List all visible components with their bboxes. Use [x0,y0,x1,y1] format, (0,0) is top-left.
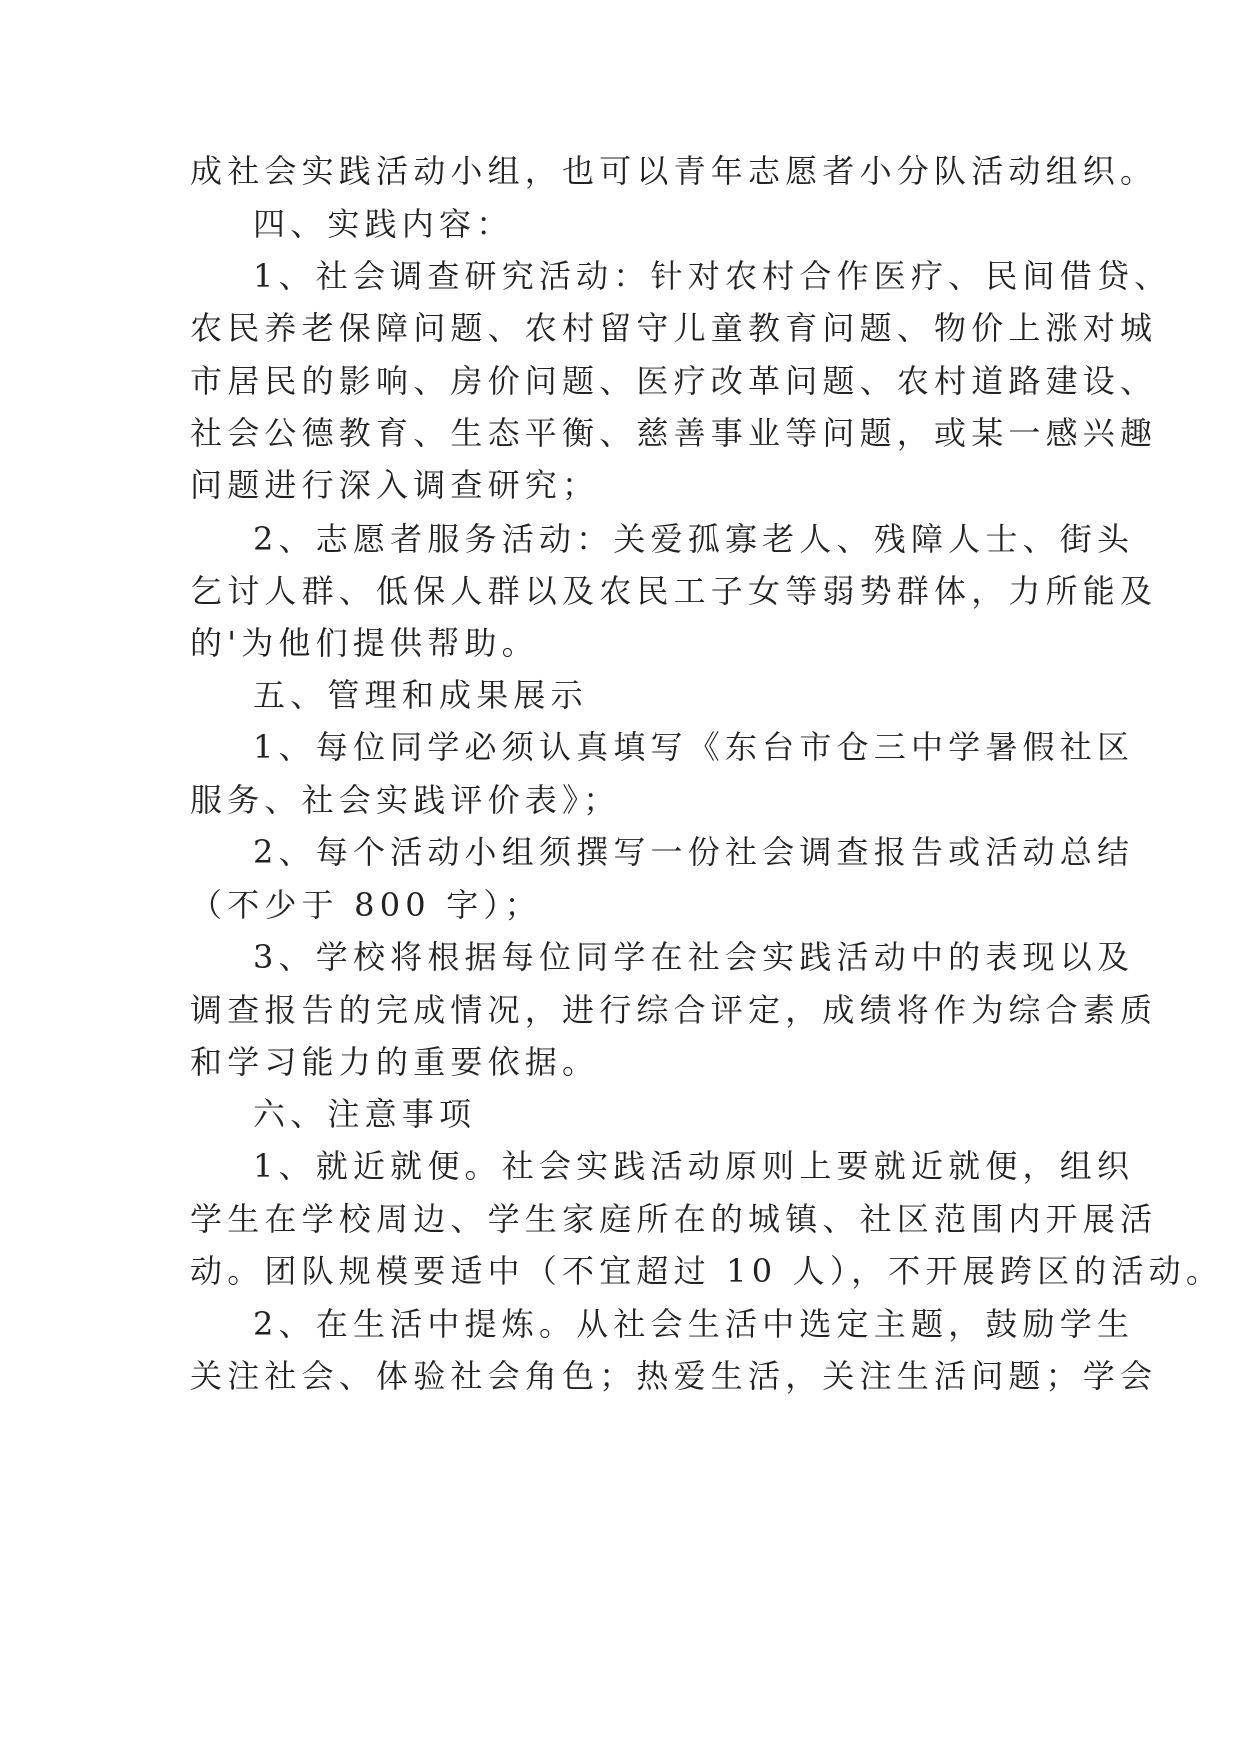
text-line: 的'为他们提供帮助。 [190,624,539,662]
text-line: 2、志愿者服务活动：关爱孤寡老人、残障人士、街头 [253,520,1135,558]
text-line: 3、学校将根据每位同学在社会实践活动中的表现以及 [253,938,1135,976]
text-line: 成社会实践活动小组，也可以青年志愿者小分队活动组织。 [190,152,1158,190]
text-line: 调查报告的完成情况，进行综合评定，成绩将作为综合素质 [190,991,1158,1029]
text-line: 问题进行深入调查研究； [190,466,600,504]
text-line: 2、每个活动小组须撰写一份社会调查报告或活动总结 [253,833,1135,871]
text-line: 2、在生活中提炼。从社会生活中选定主题，鼓励学生 [253,1305,1135,1343]
text-line: 1、就近就便。社会实践活动原则上要就近就便，组织 [253,1147,1135,1185]
section-heading: 六、注意事项 [253,1095,477,1133]
text-line: 1、每位同学必须认真填写《东台市仓三中学暑假社区 [253,728,1135,766]
text-line: 和学习能力的重要依据。 [190,1043,600,1081]
text-line: 学生在学校周边、学生家庭所在的城镇、社区范围内开展活 [190,1200,1158,1238]
text-line: 服务、社会实践评价表》； [190,781,621,819]
text-line: 乞讨人群、低保人群以及农民工子女等弱势群体，力所能及 [190,572,1158,610]
text-line: 动。团队规模要适中（不宜超过 10 人），不开展跨区的活动。 [190,1252,1224,1290]
text-line: 市居民的影响、房价问题、医疗改革问题、农村道路建设、 [190,362,1158,400]
text-line: 社会公德教育、生态平衡、慈善事业等问题，或某一感兴趣 [190,414,1158,452]
section-heading: 五、管理和成果展示 [253,676,588,714]
text-line: （不少于 800 字）； [190,886,542,924]
text-line: 关注社会、体验社会角色；热爱生活，关注生活问题；学会 [190,1357,1158,1395]
text-line: 1、社会调查研究活动：针对农村合作医疗、民间借贷、 [253,257,1172,295]
text-line: 农民养老保障问题、农村留守儿童教育问题、物价上涨对城 [190,309,1158,347]
section-heading: 四、实践内容： [253,205,514,243]
